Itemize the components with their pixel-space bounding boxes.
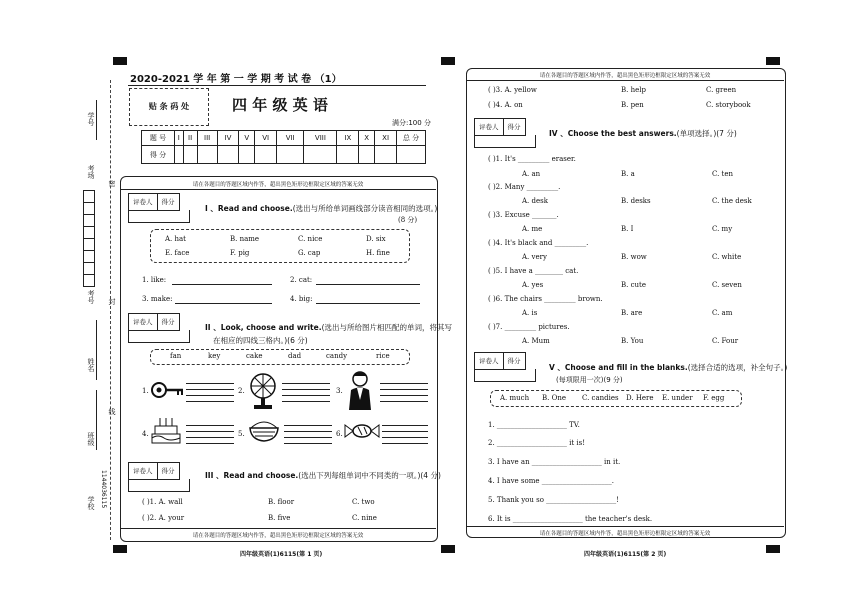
side-label-class: 班级 <box>87 432 95 446</box>
question-1-3: 3. make: <box>142 295 173 303</box>
panel-rule <box>466 526 784 527</box>
picture-num-1: 1. <box>142 387 149 395</box>
s3-row-4-c: C. storybook <box>706 101 751 109</box>
s5-option-f: F. egg <box>703 394 725 402</box>
barcode-area <box>129 88 209 126</box>
four-line-grid[interactable] <box>186 420 234 444</box>
score-input[interactable] <box>255 146 277 164</box>
side-label-name: 姓名 <box>87 358 95 372</box>
rice-bowl-icon <box>247 418 281 444</box>
seal-feng: 封 <box>108 298 116 305</box>
s3-row-1-a: ( )1. A. wall <box>142 498 183 506</box>
score-input[interactable] <box>239 146 255 164</box>
scorer-blank[interactable] <box>474 369 536 382</box>
score-cell: XI <box>375 131 397 146</box>
question-1-4: 4. big: <box>290 295 313 303</box>
s4-q3-b: B. I <box>621 225 634 233</box>
side-label-student-id: 学号 <box>87 112 95 126</box>
registration-mark <box>766 545 780 553</box>
scorer-label: 评卷人 <box>129 194 158 210</box>
header-rule <box>128 85 426 86</box>
scorer-blank[interactable] <box>128 479 190 492</box>
s4-q3: ( )3. Excuse _______. <box>488 211 559 219</box>
s5-q4: 4. I have some ____________________. <box>488 477 614 485</box>
s4-q4-a: A. very <box>522 253 547 261</box>
panel-rule <box>120 189 436 190</box>
side-label-exam-room: 考场 <box>87 165 95 179</box>
s5-option-b: B. One <box>542 394 566 402</box>
boundary-note: 请在各题目的答题区域内作答，超出黑色矩形边框限定区域的答案无效 <box>192 182 364 188</box>
s4-q6-c: C. am <box>712 309 733 317</box>
s4-q4-c: C. white <box>712 253 742 261</box>
seal-line <box>110 80 111 540</box>
panel-rule <box>466 80 784 81</box>
score-cell: III <box>197 131 217 146</box>
s4-q4: ( )4. It's black and _________. <box>488 239 589 247</box>
scorer-label: 评卷人 <box>129 314 158 330</box>
section-2-desc: 在相应的四线三格内。)(6 分) <box>213 336 308 345</box>
section-4-title: IV 、Choose the best answers.(单项选择。)(7 分) <box>549 129 737 138</box>
option-g: G. cap <box>298 249 321 257</box>
s5-option-c: C. candies <box>582 394 619 402</box>
option-c: C. nice <box>298 235 323 243</box>
exam-number-grid <box>83 190 95 286</box>
panel-rule <box>120 528 436 529</box>
side-fill-line <box>96 390 97 450</box>
score-cell: IV <box>217 131 239 146</box>
s4-q5-c: C. seven <box>712 281 742 289</box>
side-label-school: 学校 <box>87 496 95 510</box>
scorer-label: 评卷人 <box>475 119 504 135</box>
s4-q5-a: A. yes <box>522 281 544 289</box>
answer-blank[interactable] <box>316 303 420 304</box>
seal-mi: 密 <box>108 180 116 187</box>
score-label: 得分 <box>507 357 521 365</box>
s5-q1: 1. ____________________ TV. <box>488 421 580 429</box>
scorer-blank[interactable] <box>128 210 190 223</box>
s3-row-3-b: B. help <box>621 86 646 94</box>
scorer-box <box>128 313 180 331</box>
answer-blank[interactable] <box>175 303 272 304</box>
s4-q6: ( )6. The chairs _________ brown. <box>488 295 603 303</box>
score-input[interactable] <box>276 146 303 164</box>
score-cell: VI <box>255 131 277 146</box>
option-b: B. name <box>230 235 260 243</box>
section-3-title: III 、Read and choose.(选出下列每组单词中不同类的一项。)(4 分) <box>205 471 441 480</box>
score-input[interactable] <box>217 146 239 164</box>
score-cell: 总 分 <box>397 131 426 146</box>
s5-q3: 3. I have an ____________________ in it. <box>488 458 621 466</box>
s3-row-2-b: B. five <box>268 514 291 522</box>
s4-q6-a: A. is <box>522 309 538 317</box>
score-input[interactable] <box>337 146 359 164</box>
score-input[interactable] <box>183 146 197 164</box>
question-1-2: 2. cat: <box>290 276 313 284</box>
score-input[interactable] <box>375 146 397 164</box>
four-line-grid[interactable] <box>284 420 332 444</box>
s4-q2-c: C. the desk <box>712 197 752 205</box>
s3-row-4-a: ( )4. A. on <box>488 101 523 109</box>
score-input[interactable] <box>197 146 217 164</box>
word-fan: fan <box>170 352 182 360</box>
score-label: 得分 <box>161 467 175 475</box>
seal-xian: 线 <box>108 408 116 415</box>
scorer-box <box>128 193 180 211</box>
side-fill-line <box>96 320 97 380</box>
registration-mark <box>441 57 455 65</box>
score-label: 得分 <box>161 198 175 206</box>
four-line-grid[interactable] <box>382 420 428 444</box>
dad-icon <box>345 370 375 410</box>
score-input[interactable] <box>175 146 184 164</box>
boundary-note: 请在各题目的答题区域内作答，超出黑色矩形边框限定区域的答案无效 <box>192 533 364 539</box>
score-label: 得分 <box>161 318 175 326</box>
four-line-grid[interactable] <box>186 378 234 402</box>
page-footer-1: 四年级英语(1)6115(第 1 页) <box>240 551 323 558</box>
side-label-exam-number: 考号 <box>87 290 95 304</box>
section-5-title: V 、Choose and fill in the blanks.(选择合适的选项，补全句子。) <box>549 363 788 372</box>
picture-num-4: 4. <box>142 430 149 438</box>
s4-q1: ( )1. It's _________ eraser. <box>488 155 576 163</box>
s4-q3-a: A. me <box>522 225 543 233</box>
four-line-grid[interactable] <box>380 378 428 402</box>
key-icon <box>150 377 184 403</box>
s4-q6-b: B. are <box>621 309 643 317</box>
s4-q5-b: B. cute <box>621 281 646 289</box>
score-row-label: 得 分 <box>142 146 175 164</box>
s5-q5: 5. Thank you so ____________________! <box>488 496 619 504</box>
score-cell: 题 号 <box>142 131 175 146</box>
option-e: E. face <box>165 249 190 257</box>
scorer-label: 评卷人 <box>475 353 504 369</box>
section-2-title: II 、Look, choose and write.(选出与所给图片相匹配的单词，将其写 <box>205 323 453 332</box>
full-score: 满分:100 分 <box>392 119 431 127</box>
option-f: F. pig <box>230 249 250 257</box>
picture-num-5: 5. <box>238 430 245 438</box>
score-cell: II <box>183 131 197 146</box>
score-input[interactable] <box>304 146 337 164</box>
s4-q2-a: A. desk <box>522 197 548 205</box>
candy-icon <box>344 422 380 440</box>
score-cell: I <box>175 131 184 146</box>
s3-row-3-a: ( )3. A. yellow <box>488 86 537 94</box>
s4-q7-b: B. You <box>621 337 644 345</box>
scorer-box <box>128 462 180 480</box>
score-cell: VIII <box>304 131 337 146</box>
scorer-blank[interactable] <box>128 330 190 343</box>
s4-q7-c: C. Four <box>712 337 739 345</box>
section-2-wordbank <box>150 349 410 365</box>
s4-q5: ( )5. I have a ________ cat. <box>488 267 579 275</box>
s3-row-2-a: ( )2. A. your <box>142 514 185 522</box>
score-input[interactable] <box>397 146 426 164</box>
s3-row-4-b: B. pen <box>621 101 644 109</box>
s4-q2-b: B. desks <box>621 197 651 205</box>
score-table <box>141 130 426 164</box>
scorer-box <box>474 118 526 136</box>
scorer-blank[interactable] <box>474 135 536 148</box>
s5-q6: 6. It is ____________________ the teacher's desk. <box>488 515 653 523</box>
fan-icon <box>248 372 278 410</box>
registration-mark <box>766 57 780 65</box>
picture-num-3: 3. <box>336 387 343 395</box>
scorer-box <box>474 352 526 370</box>
side-fill-line <box>96 100 97 140</box>
picture-num-6: 6. <box>336 430 343 438</box>
section-5-desc: (每项限用一次)(9 分) <box>556 376 623 384</box>
picture-num-2: 2. <box>238 387 245 395</box>
score-input[interactable] <box>359 146 375 164</box>
s4-q7: ( )7. _________ pictures. <box>488 323 570 331</box>
s5-option-e: E. under <box>662 394 693 402</box>
answer-blank[interactable] <box>172 284 272 285</box>
s4-q3-c: C. my <box>712 225 733 233</box>
boundary-note: 请在各题目的答题区域内作答，超出黑色矩形边框限定区域的答案无效 <box>539 531 711 537</box>
s4-q1-b: B. a <box>621 170 635 178</box>
score-cell: VII <box>276 131 303 146</box>
score-label: 得分 <box>507 123 521 131</box>
s3-row-1-c: C. two <box>352 498 375 506</box>
exam-header-title: 2020-2021 学 年 第 一 学 期 考 试 卷 （1） <box>130 74 342 85</box>
s4-q7-a: A. Mum <box>522 337 550 345</box>
registration-mark <box>113 545 127 553</box>
word-dad: dad <box>288 352 302 360</box>
score-cell: V <box>239 131 255 146</box>
option-a: A. hat <box>165 235 186 243</box>
four-line-grid[interactable] <box>282 378 330 402</box>
word-rice: rice <box>376 352 390 360</box>
s4-q4-b: B. wow <box>621 253 647 261</box>
side-code: 1144036115 <box>100 470 107 509</box>
scorer-label: 评卷人 <box>129 463 158 479</box>
barcode-label: 贴 条 码 处 <box>148 102 190 111</box>
registration-mark <box>113 57 127 65</box>
option-h: H. fine <box>366 249 390 257</box>
s5-option-d: D. Here <box>626 394 654 402</box>
option-d: D. six <box>366 235 386 243</box>
boundary-note: 请在各题目的答题区域内作答，超出黑色矩形边框限定区域的答案无效 <box>539 73 711 79</box>
score-cell: X <box>359 131 375 146</box>
s4-q2: ( )2. Many _________. <box>488 183 561 191</box>
s3-row-1-b: B. floor <box>268 498 295 506</box>
s4-q1-a: A. an <box>522 170 541 178</box>
score-cell: IX <box>337 131 359 146</box>
s5-option-a: A. much <box>500 394 530 402</box>
subject-title: 四 年 级 英 语 <box>232 96 328 114</box>
page-footer-2: 四年级英语(1)6115(第 2 页) <box>584 551 667 558</box>
word-candy: candy <box>326 352 348 360</box>
word-key: key <box>208 352 221 360</box>
question-1-1: 1. like: <box>142 276 167 284</box>
s3-row-3-c: C. green <box>706 86 737 94</box>
answer-blank[interactable] <box>316 284 420 285</box>
section-1-title: I 、Read and choose.(选出与所给单词画线部分读音相同的选项。) <box>205 204 438 213</box>
registration-mark <box>441 545 455 553</box>
cake-icon <box>150 416 182 446</box>
section-1-points: (8 分) <box>398 216 418 224</box>
s4-q1-c: C. ten <box>712 170 734 178</box>
word-cake: cake <box>246 352 263 360</box>
s5-q2: 2. ____________________ it is! <box>488 439 586 447</box>
s3-row-2-c: C. nine <box>352 514 377 522</box>
